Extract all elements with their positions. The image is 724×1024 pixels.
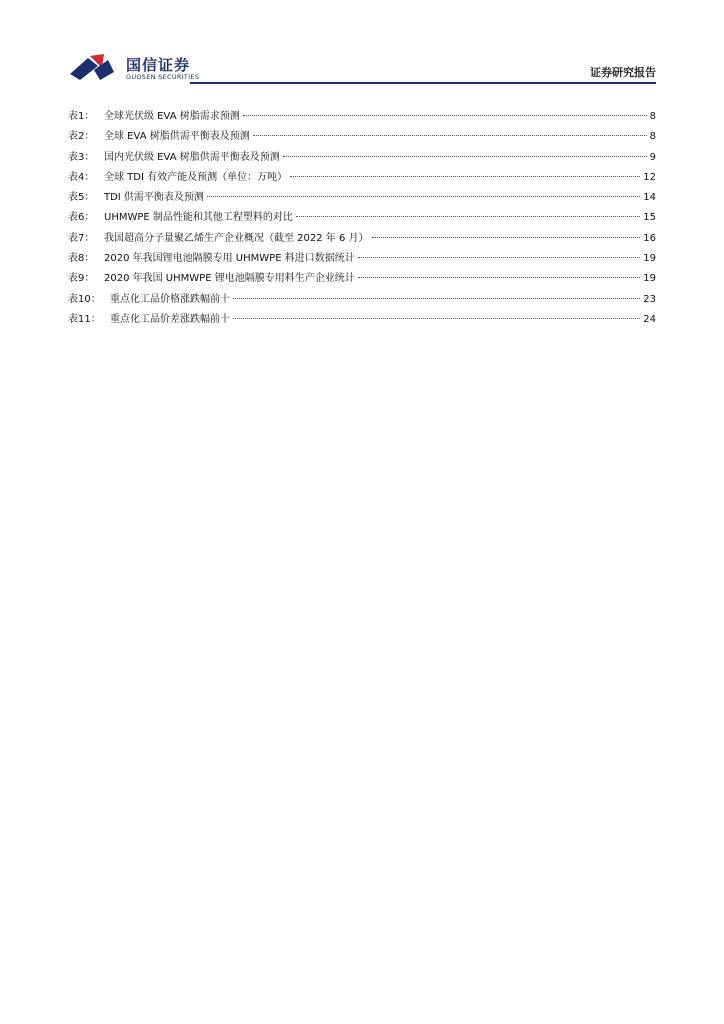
toc-entry[interactable]	[68, 293, 656, 313]
toc-entry-label: 表1：	[68, 111, 95, 122]
toc-entry-label: 表4：	[68, 171, 95, 183]
toc-entry-label: 表10：	[68, 293, 101, 305]
toc-entry[interactable]	[68, 130, 656, 150]
toc-entry-title[interactable]: 重点化工品价差涨跌幅前十	[110, 313, 230, 325]
toc-entry[interactable]	[68, 272, 656, 292]
toc-dot-leader	[358, 257, 641, 258]
toc-entry-page[interactable]: 9	[649, 151, 656, 163]
toc-entry-page[interactable]: 8	[649, 131, 656, 143]
toc-dot-leader	[358, 277, 641, 278]
toc-entry-label: 表7：	[68, 232, 95, 244]
guosen-logo-icon	[68, 52, 122, 82]
header-divider	[190, 82, 656, 84]
toc-entry-label: 表5：	[68, 192, 95, 204]
toc-entry-title[interactable]: 2020 年我国锂电池隔膜专用 UHMWPE 料进口数据统计	[104, 253, 355, 265]
toc-entry-title[interactable]: UHMWPE 制品性能和其他工程塑料的对比	[104, 212, 293, 224]
toc-entry-page[interactable]: 16	[643, 232, 656, 244]
toc-dot-leader	[372, 237, 641, 238]
toc-entry-label: 表3：	[68, 151, 95, 163]
toc-entry-title[interactable]: 全球 EVA 树脂供需平衡表及预测	[104, 131, 250, 143]
toc-entry-title[interactable]: 2020 年我国 UHMWPE 锂电池隔膜专用料生产企业统计	[104, 273, 355, 285]
toc-dot-leader	[253, 135, 647, 136]
toc-entry-page[interactable]: 19	[643, 273, 656, 285]
toc-entry-page[interactable]: 15	[643, 212, 656, 224]
table-of-tables	[68, 110, 656, 333]
toc-entry-label: 表9：	[68, 273, 95, 285]
toc-entry-title[interactable]: 重点化工品价格涨跌幅前十	[110, 293, 230, 305]
toc-entry-title[interactable]: 我国超高分子量聚乙烯生产企业概况（截至 2022 年 6 月）	[104, 232, 369, 244]
toc-entry-label: 表2：	[68, 131, 95, 143]
toc-entry-title[interactable]: 国内光伏级 EVA 树脂供需平衡表及预测	[104, 151, 280, 163]
toc-entry[interactable]	[68, 313, 656, 333]
toc-entry-title[interactable]: 全球光伏级 EVA 树脂需求预测	[104, 111, 240, 122]
toc-entry-page[interactable]: 12	[643, 171, 656, 183]
toc-entry-page[interactable]: 23	[643, 293, 656, 305]
toc-entry-title[interactable]: TDI 供需平衡表及预测	[104, 192, 204, 204]
toc-entry-page[interactable]: 24	[643, 313, 656, 325]
toc-dot-leader	[283, 156, 647, 157]
logo-company-name: 国信证券	[126, 56, 191, 74]
toc-entry-page[interactable]: 19	[643, 253, 656, 265]
toc-entry[interactable]	[68, 232, 656, 252]
toc-dot-leader	[207, 196, 640, 197]
toc-dot-leader	[233, 318, 640, 319]
report-type-label: 证券研究报告	[590, 66, 656, 79]
toc-entry-label: 表8：	[68, 253, 95, 265]
toc-entry[interactable]	[68, 191, 656, 211]
toc-dot-leader	[296, 216, 640, 217]
toc-entry-page[interactable]: 14	[643, 192, 656, 204]
page-header	[68, 50, 656, 86]
toc-entry-page[interactable]: 8	[649, 111, 656, 122]
toc-entry-label: 表11：	[68, 313, 101, 325]
toc-entry[interactable]	[68, 151, 656, 171]
toc-entry[interactable]	[68, 110, 656, 130]
toc-entry[interactable]	[68, 211, 656, 231]
toc-entry[interactable]	[68, 171, 656, 191]
toc-entry-title[interactable]: 全球 TDI 有效产能及预测（单位：万吨）	[104, 171, 288, 183]
toc-entry-label: 表6：	[68, 212, 95, 224]
toc-dot-leader	[243, 115, 647, 116]
toc-dot-leader	[290, 176, 640, 177]
toc-dot-leader	[233, 298, 640, 299]
logo-company-name-en: GUOSEN SECURITIES	[126, 73, 200, 81]
toc-entry[interactable]	[68, 252, 656, 272]
